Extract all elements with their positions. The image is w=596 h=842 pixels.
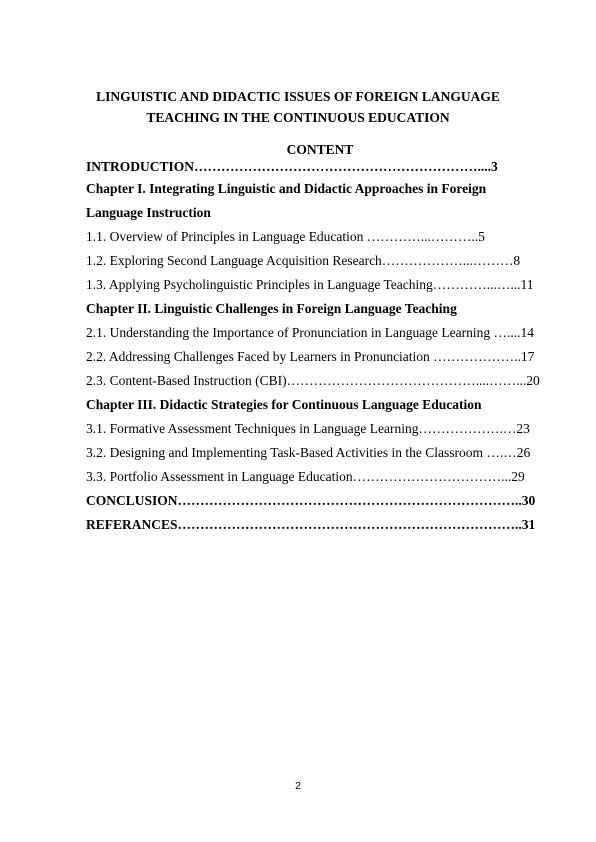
- content-heading: CONTENT: [286, 142, 354, 157]
- toc-section-1-1: 1.1. Overview of Principles in Language Education …………...………..5: [86, 229, 485, 244]
- toc-section-2-2: 2.2. Addressing Challenges Faced by Learners in Pronunciation ………………..17: [86, 349, 535, 364]
- table-of-contents: [86, 158, 556, 534]
- toc-section-2-1: 2.1. Understanding the Importance of Pronunciation in Language Learning …....14: [86, 325, 535, 340]
- toc-introduction: INTRODUCTION………………………………………………………....3: [86, 159, 498, 174]
- toc-chapter-1-line-1: Chapter I. Integrating Linguistic and Didactic Approaches in Foreign: [86, 181, 487, 196]
- toc-chapter-1-line-2: Language Instruction: [86, 205, 211, 220]
- toc-section-3-1: 3.1. Formative Assessment Techniques in Language Learning……………….…23: [86, 421, 530, 436]
- toc-section-3-3: 3.3. Portfolio Assessment in Language Education……………………………...29: [86, 469, 525, 484]
- toc-conclusion: CONCLUSION…………………………………………………………………..30: [86, 493, 536, 508]
- page-number: 2: [295, 780, 301, 792]
- toc-chapter-3: Chapter III. Didactic Strategies for Continuous Language Education: [86, 397, 482, 412]
- toc-section-3-2: 3.2. Designing and Implementing Task-Based Activities in the Classroom ….…26: [86, 445, 531, 460]
- toc-section-2-3: 2.3. Content-Based Instruction (CBI)……………………………………....……...20: [86, 373, 540, 388]
- title-line-2: TEACHING IN THE CONTINUOUS EDUCATION: [146, 110, 450, 125]
- title-line-1: LINGUISTIC AND DIDACTIC ISSUES OF FOREIGN LANGUAGE: [96, 89, 500, 104]
- toc-section-1-2: 1.2. Exploring Second Language Acquisition Research………………...………8: [86, 253, 521, 268]
- toc-section-1-3: 1.3. Applying Psycholinguistic Principles in Language Teaching…………...…...11: [86, 277, 534, 292]
- toc-chapter-2: Chapter II. Linguistic Challenges in Foreign Language Teaching: [86, 301, 457, 316]
- document-title: [60, 86, 536, 128]
- toc-references: REFERANCES…………………………………………………………………..31: [86, 517, 536, 532]
